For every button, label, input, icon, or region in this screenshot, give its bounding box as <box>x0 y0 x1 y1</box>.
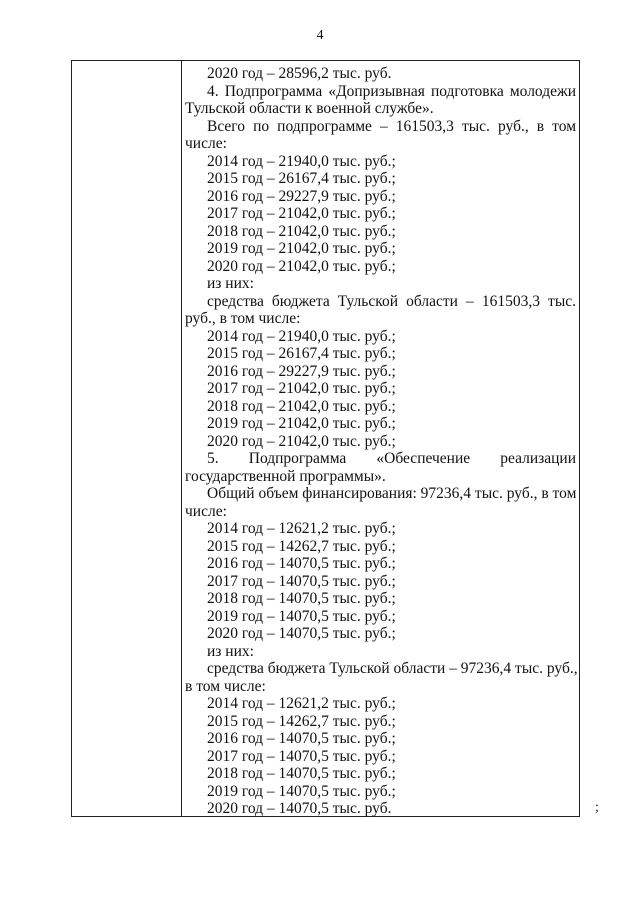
text-line: 2014 год – 21940,0 тыс. руб.; <box>207 327 396 345</box>
text-line: в том числе: <box>185 677 266 695</box>
text-line: 2015 год – 26167,4 тыс. руб.; <box>207 345 396 362</box>
text-line: 2019 год – 14070,5 тыс. руб.; <box>207 607 396 625</box>
text-line: 2014 год – 12621,2 тыс. руб.; <box>207 520 396 537</box>
text-line: 2020 год – 14070,5 тыс. руб.; <box>207 625 396 642</box>
text-line: 2015 год – 14262,7 тыс. руб.; <box>207 537 396 555</box>
text-line: 2020 год – 28596,2 тыс. руб. <box>207 65 392 82</box>
table-content-cell <box>185 65 576 818</box>
text-line: числе: <box>185 502 227 520</box>
text-line: 2015 год – 14262,7 тыс. руб.; <box>207 712 396 730</box>
text-line: из них: <box>207 275 254 292</box>
text-line: 2018 год – 14070,5 тыс. руб.; <box>207 765 396 782</box>
column-divider <box>181 61 182 816</box>
text-line: 5. Подпрограмма «Обеспечение реализации <box>207 450 576 467</box>
text-line: Всего по подпрограмме – 161503,3 тыс. руб., в том <box>207 117 576 135</box>
text-line: 2017 год – 21042,0 тыс. руб.; <box>207 380 396 397</box>
text-line: 2020 год – 14070,5 тыс. руб. <box>207 800 392 817</box>
text-line: 2016 год – 14070,5 тыс. руб.; <box>207 555 396 572</box>
text-line: 2018 год – 21042,0 тыс. руб.; <box>207 222 396 240</box>
text-line: 2017 год – 14070,5 тыс. руб.; <box>207 572 396 590</box>
text-line: средства бюджета Тульской области – 161503,3 тыс. <box>207 292 576 310</box>
text-line: средства бюджета Тульской области – 97236,4 тыс. руб., <box>207 660 578 677</box>
text-line: 2019 год – 14070,5 тыс. руб.; <box>207 782 396 800</box>
text-line: 2015 год – 26167,4 тыс. руб.; <box>207 170 396 187</box>
text-line: 2014 год – 21940,0 тыс. руб.; <box>207 152 396 170</box>
text-line: 2020 год – 21042,0 тыс. руб.; <box>207 257 396 275</box>
text-line: 2014 год – 12621,2 тыс. руб.; <box>207 695 396 712</box>
text-line: из них: <box>207 642 254 660</box>
text-line: 2016 год – 29227,9 тыс. руб.; <box>207 362 396 380</box>
text-line: 2020 год – 21042,0 тыс. руб.; <box>207 432 396 450</box>
text-line: 2018 год – 21042,0 тыс. руб.; <box>207 397 396 415</box>
document-table <box>71 60 580 817</box>
text-line: государственной программы». <box>185 467 386 485</box>
text-line: 2019 год – 21042,0 тыс. руб.; <box>207 415 396 432</box>
text-line: числе: <box>185 135 227 152</box>
text-line: 2016 год – 14070,5 тыс. руб.; <box>207 730 396 747</box>
text-line: руб., в том числе: <box>185 310 301 327</box>
text-line: 2017 год – 21042,0 тыс. руб.; <box>207 205 396 222</box>
trailing-semicolon: ; <box>595 800 599 815</box>
text-line: 2018 год – 14070,5 тыс. руб.; <box>207 590 396 607</box>
text-line: 4. Подпрограмма «Допризывная подготовка молодежи <box>207 82 576 100</box>
page-number: 4 <box>316 28 324 43</box>
text-line: 2016 год – 29227,9 тыс. руб.; <box>207 187 396 205</box>
text-line: 2019 год – 21042,0 тыс. руб.; <box>207 240 396 257</box>
text-line: Общий объем финансирования: 97236,4 тыс. руб., в том <box>207 485 577 502</box>
text-line: Тульской области к военной службе». <box>185 100 434 117</box>
text-line: 2017 год – 14070,5 тыс. руб.; <box>207 747 396 765</box>
